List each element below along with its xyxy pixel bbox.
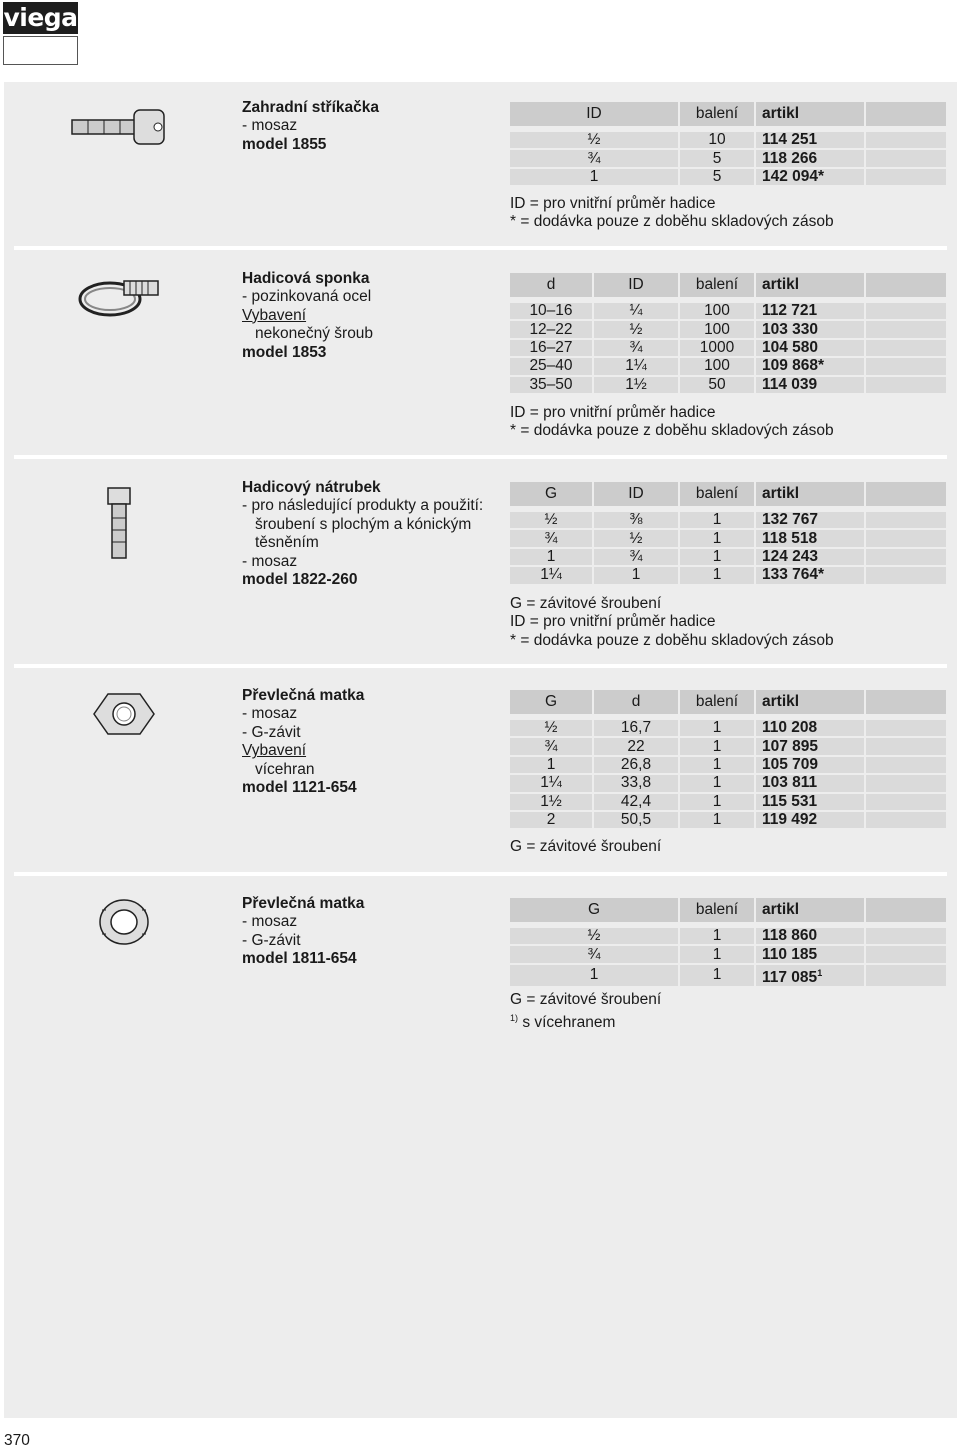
table-header-row xyxy=(510,690,946,718)
table-notes xyxy=(510,991,661,1033)
table-row xyxy=(510,549,946,565)
col-header: balení xyxy=(680,482,756,510)
cell xyxy=(866,757,946,773)
cell: 12–22 xyxy=(510,321,594,337)
cell: 1 xyxy=(680,720,756,736)
table-row xyxy=(510,720,946,736)
cell-article: 114 251 xyxy=(756,132,866,148)
cell xyxy=(866,549,946,565)
table-notes xyxy=(510,195,834,232)
cell: 25–40 xyxy=(510,358,594,374)
col-header: artikl xyxy=(756,898,866,926)
table-notes xyxy=(510,838,661,856)
cell xyxy=(866,965,946,986)
cell: ½ xyxy=(510,720,594,736)
catalog-panel xyxy=(4,82,957,1418)
cell-article: 133 764* xyxy=(756,567,866,583)
table-row xyxy=(510,340,946,356)
cell xyxy=(866,530,946,546)
note: ID = pro vnitřní průměr hadice xyxy=(510,613,716,631)
article-number: 117 085 xyxy=(762,968,818,986)
logo-box xyxy=(3,36,78,65)
product-description xyxy=(242,479,502,589)
product-description xyxy=(242,99,502,154)
cell-article xyxy=(756,965,866,986)
model-number: model 1822-260 xyxy=(242,571,358,589)
cell: 2 xyxy=(510,812,594,828)
cell: 1¼ xyxy=(510,567,594,583)
cell-article: 118 518 xyxy=(756,530,866,546)
cell: ¾ xyxy=(594,549,680,565)
cell: 16–27 xyxy=(510,340,594,356)
cell: 1000 xyxy=(680,340,756,356)
table-row xyxy=(510,738,946,754)
thread-line: - G-závit xyxy=(242,931,301,949)
spec-table xyxy=(510,896,946,988)
empty-header-cell xyxy=(866,273,946,301)
table-header-row xyxy=(510,273,946,301)
product-title: Hadicová sponka xyxy=(242,270,370,287)
col-header: artikl xyxy=(756,690,866,718)
cell-article: 132 767 xyxy=(756,512,866,528)
col-header: artikl xyxy=(756,482,866,510)
material-line: - mosaz xyxy=(242,913,298,931)
table-row xyxy=(510,946,946,962)
note: G = závitové šroubení xyxy=(510,838,662,855)
cell xyxy=(866,303,946,319)
model-number: model 1121-654 xyxy=(242,779,357,797)
cell: 1 xyxy=(510,757,594,773)
cell-article: 115 531 xyxy=(756,794,866,810)
table-header-row xyxy=(510,482,946,510)
cell xyxy=(866,775,946,791)
note: * = dodávka pouze z doběhu skladových zásob xyxy=(510,422,834,440)
cell: ¾ xyxy=(510,150,680,166)
cell xyxy=(866,946,946,962)
cell: 50 xyxy=(680,377,756,393)
cell xyxy=(866,169,946,185)
note: G = závitové šroubení xyxy=(510,595,662,612)
cell xyxy=(866,321,946,337)
note: ID = pro vnitřní průměr hadice xyxy=(510,195,716,212)
table-row xyxy=(510,321,946,337)
table-notes xyxy=(510,404,834,441)
cell xyxy=(866,150,946,166)
material-line: - pozinkovaná ocel xyxy=(242,288,372,306)
cell: 22 xyxy=(594,738,680,754)
cell: ¾ xyxy=(594,340,680,356)
table-row xyxy=(510,512,946,528)
equipment-label: Vybavení xyxy=(242,306,307,324)
cell: ½ xyxy=(510,132,680,148)
product-description xyxy=(242,895,502,969)
col-header: ID xyxy=(594,273,680,301)
cell: 100 xyxy=(680,321,756,337)
section-divider xyxy=(14,664,947,668)
cell: ¾ xyxy=(510,530,594,546)
cell: 1 xyxy=(680,794,756,810)
section-divider xyxy=(14,246,947,250)
model-number: model 1811-654 xyxy=(242,950,357,968)
viega-logo: viega xyxy=(3,3,78,32)
cell: ½ xyxy=(510,928,680,944)
material-line: - mosaz xyxy=(242,117,298,135)
table-row xyxy=(510,812,946,828)
cell-article: 124 243 xyxy=(756,549,866,565)
cell: 1 xyxy=(680,549,756,565)
cell: 1 xyxy=(680,965,756,986)
material-line: - mosaz xyxy=(242,552,298,570)
cell xyxy=(866,132,946,148)
table-row xyxy=(510,377,946,393)
cell-article: 107 895 xyxy=(756,738,866,754)
col-header: G xyxy=(510,898,680,926)
section-divider xyxy=(14,455,947,459)
cell: 42,4 xyxy=(594,794,680,810)
cell-article: 103 330 xyxy=(756,321,866,337)
table-row xyxy=(510,567,946,583)
product-title: Hadicový nátrubek xyxy=(242,479,381,496)
table-header-row xyxy=(510,898,946,926)
cell: 1 xyxy=(680,738,756,754)
cell: 10–16 xyxy=(510,303,594,319)
cell-article: 114 039 xyxy=(756,377,866,393)
col-header: balení xyxy=(680,273,756,301)
cell-article: 110 208 xyxy=(756,720,866,736)
cell-article: 112 721 xyxy=(756,303,866,319)
cell: 1 xyxy=(680,512,756,528)
cell: 1¼ xyxy=(510,775,594,791)
empty-header-cell xyxy=(866,898,946,926)
cell: 1 xyxy=(594,567,680,583)
table-row xyxy=(510,530,946,546)
table-row xyxy=(510,358,946,374)
cell-article: 103 811 xyxy=(756,775,866,791)
thread-line: - G-závit xyxy=(242,723,301,741)
cell: 1½ xyxy=(510,794,594,810)
cell: 10 xyxy=(680,132,756,148)
usage-line: - pro následující produkty a použití: xyxy=(242,497,484,515)
note: ID = pro vnitřní průměr hadice xyxy=(510,404,716,421)
cell: ¾ xyxy=(510,946,680,962)
product-title: Převlečná matka xyxy=(242,687,365,704)
cell-article: 119 492 xyxy=(756,812,866,828)
col-header: balení xyxy=(680,102,756,130)
product-title: Převlečná matka xyxy=(242,895,365,912)
cell xyxy=(866,812,946,828)
cell xyxy=(866,738,946,754)
cell xyxy=(866,720,946,736)
equipment-value: vícehran xyxy=(255,760,315,778)
cell-article: 110 185 xyxy=(756,946,866,962)
cell: 50,5 xyxy=(594,812,680,828)
cell: 1 xyxy=(510,549,594,565)
col-header: balení xyxy=(680,898,756,926)
usage-line: šroubení s plochým a kónickým xyxy=(255,515,472,533)
table-row xyxy=(510,928,946,944)
cell: ¾ xyxy=(510,738,594,754)
cell-article: 105 709 xyxy=(756,757,866,773)
cell xyxy=(866,512,946,528)
empty-header-cell xyxy=(866,690,946,718)
cell-article: 109 868* xyxy=(756,358,866,374)
footnote-marker: 1 xyxy=(817,967,823,978)
table-row xyxy=(510,757,946,773)
col-header: artikl xyxy=(756,102,866,130)
note: * = dodávka pouze z doběhu skladových zásob xyxy=(510,213,834,231)
union-nut-hex-image xyxy=(68,688,168,744)
equipment-label: Vybavení xyxy=(242,742,307,760)
footnote-marker: 1) xyxy=(510,1013,519,1024)
cell-article: 142 094* xyxy=(756,169,866,185)
col-header: ID xyxy=(594,482,680,510)
equipment-value: nekonečný šroub xyxy=(255,325,374,343)
table-row xyxy=(510,794,946,810)
cell: ½ xyxy=(510,512,594,528)
cell: ½ xyxy=(594,321,680,337)
cell xyxy=(866,567,946,583)
cell: 100 xyxy=(680,358,756,374)
cell: 5 xyxy=(680,150,756,166)
col-header: d xyxy=(594,690,680,718)
table-header-row xyxy=(510,102,946,130)
cell: 1 xyxy=(680,946,756,962)
col-header: G xyxy=(510,690,594,718)
footnote-text: s vícehranem xyxy=(518,1014,616,1032)
union-nut-round-image xyxy=(68,896,168,952)
table-row xyxy=(510,303,946,319)
cell-article: 104 580 xyxy=(756,340,866,356)
cell: ⅜ xyxy=(594,512,680,528)
col-header: d xyxy=(510,273,594,301)
cell: 1½ xyxy=(594,377,680,393)
note: * = dodávka pouze z doběhu skladových zásob xyxy=(510,631,834,649)
cell: 1 xyxy=(680,775,756,791)
note: G = závitové šroubení xyxy=(510,991,662,1008)
table-row xyxy=(510,775,946,791)
note xyxy=(510,1009,661,1033)
cell-article: 118 266 xyxy=(756,150,866,166)
cell: 1 xyxy=(510,965,680,986)
cell: 16,7 xyxy=(594,720,680,736)
product-description xyxy=(242,270,502,362)
cell: 100 xyxy=(680,303,756,319)
spec-table xyxy=(510,688,946,830)
material-line: - mosaz xyxy=(242,705,298,723)
col-header: G xyxy=(510,482,594,510)
spec-table xyxy=(510,271,946,395)
hose-nipple-image xyxy=(68,484,168,564)
model-number: model 1855 xyxy=(242,135,327,153)
usage-line: těsněním xyxy=(255,534,319,552)
cell-article: 118 860 xyxy=(756,928,866,944)
col-header: artikl xyxy=(756,273,866,301)
empty-header-cell xyxy=(866,102,946,130)
garden-spray-nozzle-image xyxy=(68,98,168,154)
product-description xyxy=(242,687,502,797)
table-notes xyxy=(510,595,834,650)
cell: 33,8 xyxy=(594,775,680,791)
cell: 1 xyxy=(680,757,756,773)
cell: 1 xyxy=(510,169,680,185)
cell: ½ xyxy=(594,530,680,546)
cell: 5 xyxy=(680,169,756,185)
spec-table xyxy=(510,480,946,586)
cell xyxy=(866,358,946,374)
cell xyxy=(866,928,946,944)
cell: ¼ xyxy=(594,303,680,319)
cell xyxy=(866,377,946,393)
cell: 1 xyxy=(680,530,756,546)
col-header: balení xyxy=(680,690,756,718)
page-number: 370 xyxy=(4,1432,30,1449)
cell: 1 xyxy=(680,928,756,944)
table-row xyxy=(510,132,946,148)
cell: 1 xyxy=(680,812,756,828)
cell: 35–50 xyxy=(510,377,594,393)
section-divider xyxy=(14,872,947,876)
table-row xyxy=(510,169,946,185)
cell: 1 xyxy=(680,567,756,583)
cell: 1¼ xyxy=(594,358,680,374)
cell xyxy=(866,340,946,356)
cell xyxy=(866,794,946,810)
product-title: Zahradní stříkačka xyxy=(242,99,379,116)
empty-header-cell xyxy=(866,482,946,510)
cell: 26,8 xyxy=(594,757,680,773)
col-header: ID xyxy=(510,102,680,130)
hose-clamp-image xyxy=(68,267,168,323)
table-row xyxy=(510,150,946,166)
model-number: model 1853 xyxy=(242,343,327,361)
spec-table xyxy=(510,100,946,187)
table-row xyxy=(510,965,946,986)
